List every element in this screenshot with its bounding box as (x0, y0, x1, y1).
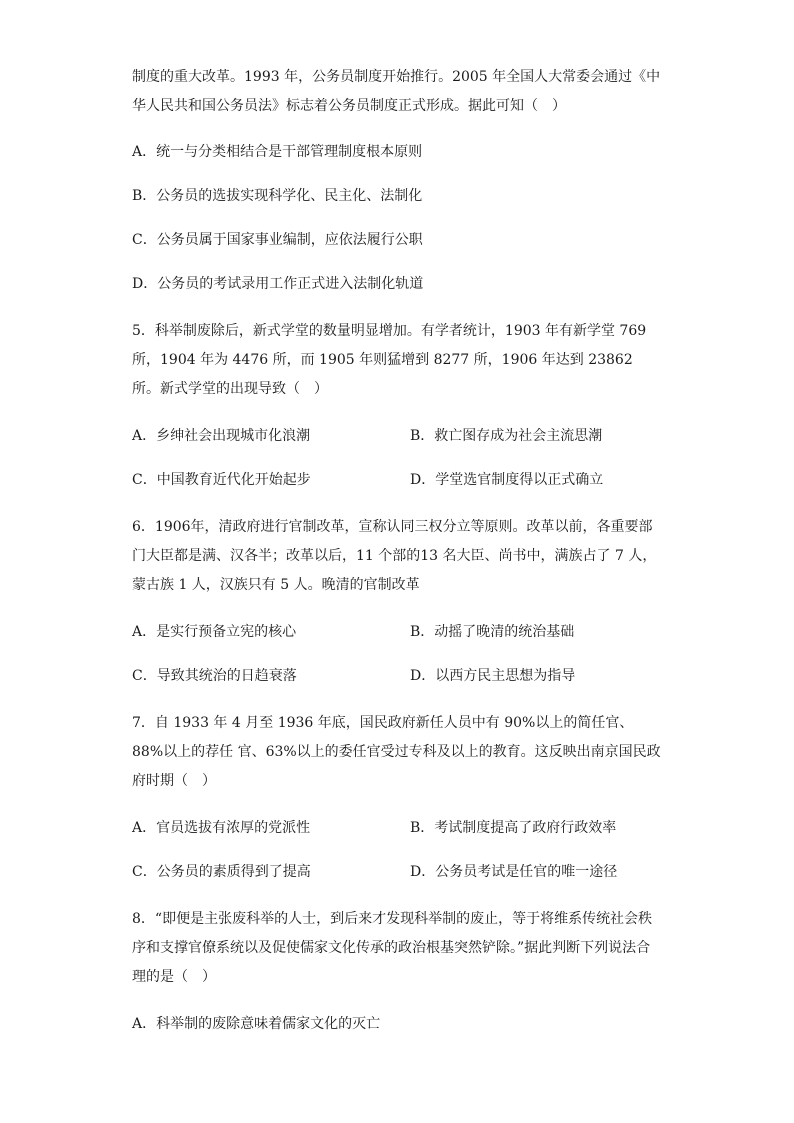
question-5-option-d[interactable]: D．学堂选官制度得以正式确立 (410, 472, 604, 488)
question-6-option-c[interactable]: C．导致其统治的日趋衰落 (132, 668, 297, 684)
question-4-option-b[interactable]: B．公务员的选拔实现科学化、民主化、法制化 (132, 188, 423, 204)
question-6-option-a[interactable]: A．是实行预备立宪的核心 (132, 624, 297, 640)
question-4-option-c[interactable]: C．公务员属于国家事业编制，应依法履行公职 (132, 232, 423, 248)
question-5-option-b[interactable]: B．救亡图存成为社会主流思潮 (410, 428, 603, 444)
question-5-option-a[interactable]: A．乡绅社会出现城市化浪潮 (132, 428, 311, 444)
question-6-option-d[interactable]: D．以西方民主思想为指导 (410, 668, 576, 684)
question-4-option-a[interactable]: A．统一与分类相结合是干部管理制度根本原则 (132, 144, 423, 160)
question-7-stem: 7．自 1933 年 4 月至 1936 年底，国民政府新任人员中有 90%以上的简任官、88%以上的荐任 官、63%以上的委任官受过专科及以上的教育。这反映出南京国民政府时期（ ） (132, 715, 661, 789)
question-4-stem: 制度的重大改革。1993 年，公务员制度开始推行。2005 年全国人大常委会通过《中华人民共和国公务员法》标志着公务员制度正式形成。据此可知（ ） (132, 69, 661, 114)
question-7-option-b[interactable]: B．考试制度提高了政府行政效率 (410, 820, 617, 836)
question-5-option-c[interactable]: C．中国教育近代化开始起步 (132, 472, 311, 488)
question-8-option-a[interactable]: A．科举制的废除意味着儒家文化的灭亡 (132, 1016, 381, 1032)
question-7-option-a[interactable]: A．官员选拔有浓厚的党派性 (132, 820, 311, 836)
question-7-option-c[interactable]: C．公务员的素质得到了提高 (132, 864, 311, 880)
question-4-option-d[interactable]: D．公务员的考试录用工作正式进入法制化轨道 (132, 276, 424, 292)
question-8-stem: 8．“即便是主张废科举的人士，到后来才发现科举制的废止，等于将维系传统社会秩序和支撑官僚系统以及促使儒家文化传承的政治根基突然铲除。”据此判断下列说法合理的是（ ） (132, 911, 653, 985)
question-6-stem: 6．1906年，清政府进行官制改革，宣称认同三权分立等原则。改革以前，各重要部门大臣都是满、汉各半；改革以后，11 个部的13 名大臣、尚书中，满族占了 7 人，蒙古族 1 人，汉族只有 5 人。晚清的官制改革 (132, 519, 657, 593)
question-7-option-d[interactable]: D．公务员考试是任官的唯一途径 (410, 864, 618, 880)
question-5-stem: 5．科举制废除后，新式学堂的数量明显增加。有学者统计，1903 年有新学堂 769 所，1904 年为 4476 所，而 1905 年则猛增到 8277 所，1906 年达到 23862 所。新式学堂的出现导致（ ） (132, 323, 647, 397)
question-6-option-b[interactable]: B．动摇了晚清的统治基础 (410, 624, 575, 640)
